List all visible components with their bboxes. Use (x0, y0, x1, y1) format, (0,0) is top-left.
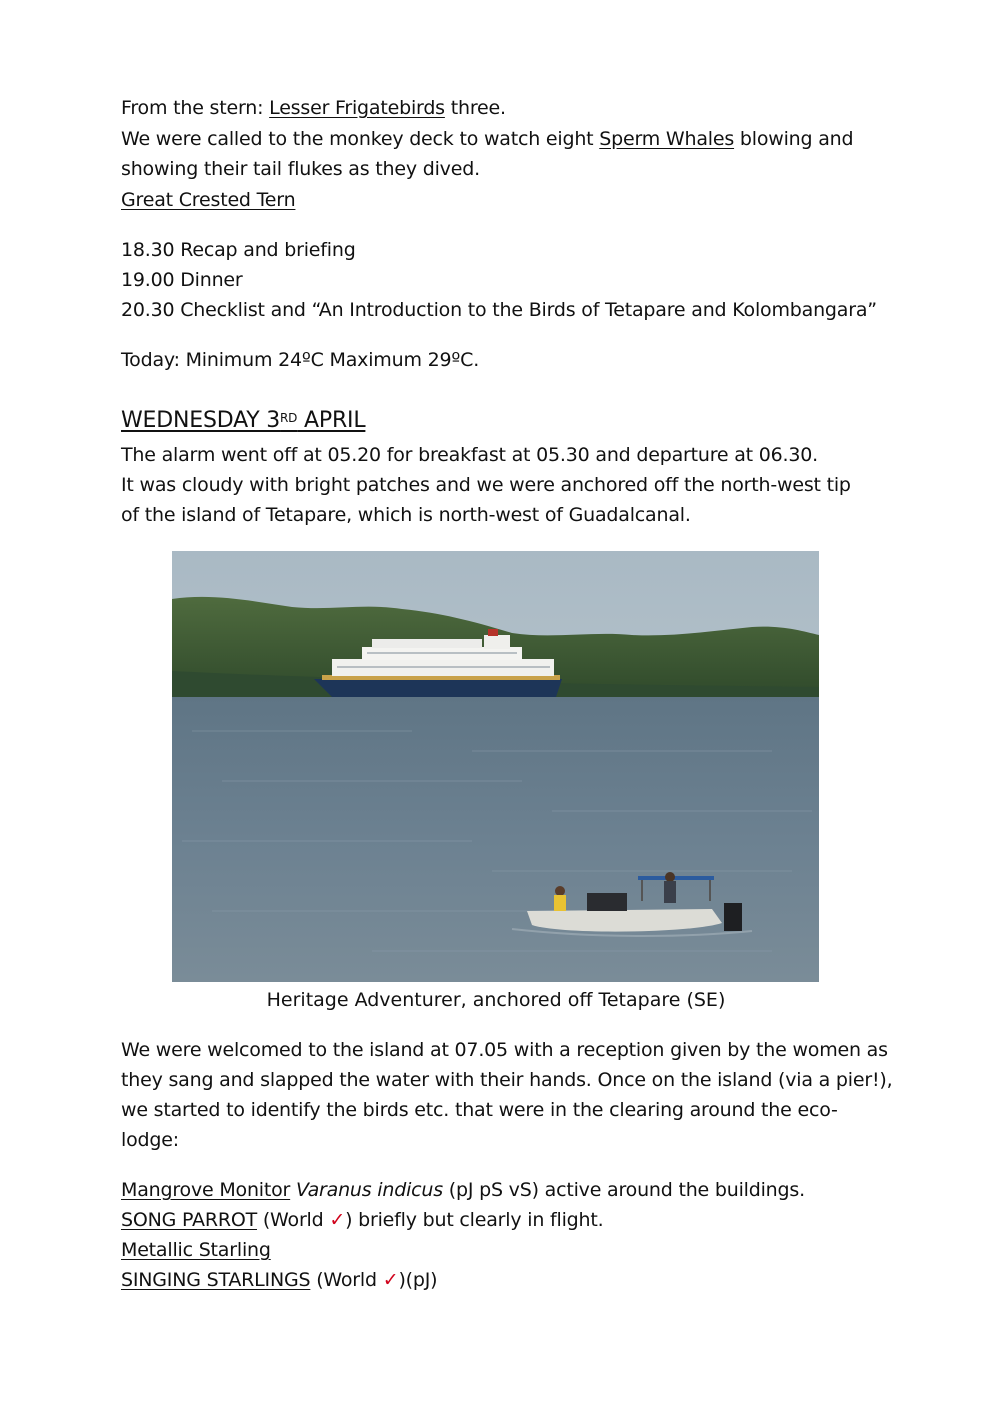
photo-caption: Heritage Adventurer, anchored off Tetapare (SE) (266, 989, 726, 1011)
whales-line-2: showing their tail flukes as they dived. (121, 158, 480, 180)
species-line-singing-starlings: SINGING STARLINGS (World ✓)(pJ) (121, 1269, 438, 1291)
whales-line: We were called to the monkey deck to watch eight Sperm Whales blowing and (121, 128, 854, 150)
day-heading: WEDNESDAY 3RD APRIL (121, 408, 366, 433)
ship-photo (172, 551, 819, 982)
paragraph-line: We were welcomed to the island at 07.05 with a reception given by the women as (121, 1039, 888, 1061)
stern-line: From the stern: Lesser Frigatebirds three. (121, 97, 506, 119)
paragraph-line: It was cloudy with bright patches and we were anchored off the north-west tip (121, 474, 851, 496)
tick-icon: ✓ (329, 1209, 346, 1231)
species-line-metallic-starling: Metallic Starling (121, 1239, 271, 1261)
paragraph-line: The alarm went off at 05.20 for breakfast at 05.30 and departure at 06.30. (121, 444, 819, 466)
paragraph-line: lodge: (121, 1129, 179, 1151)
species-lesser-frigatebirds: Lesser Frigatebirds (269, 97, 445, 119)
paragraph-line: we started to identify the birds etc. that were in the clearing around the eco- (121, 1099, 838, 1121)
weather-line: Today: Minimum 24ºC Maximum 29ºC. (121, 349, 480, 371)
paragraph-line: they sang and slapped the water with their hands. Once on the island (via a pier!), (121, 1069, 893, 1091)
schedule-item: 18.30 Recap and briefing (121, 239, 356, 261)
species-line-mangrove-monitor: Mangrove Monitor Varanus indicus (pJ pS vS) active around the buildings. (121, 1179, 805, 1201)
schedule-item: 20.30 Checklist and “An Introduction to the Birds of Tetapare and Kolombangara” (121, 299, 877, 321)
ship-photo-illustration (172, 551, 819, 982)
species-line-song-parrot: SONG PARROT (World ✓) briefly but clearly in flight. (121, 1209, 604, 1231)
schedule-item: 19.00 Dinner (121, 269, 243, 291)
paragraph-line: of the island of Tetapare, which is north-west of Guadalcanal. (121, 504, 691, 526)
species-sperm-whales: Sperm Whales (599, 128, 735, 150)
species-great-crested-tern: Great Crested Tern (121, 189, 296, 211)
tick-icon: ✓ (382, 1269, 399, 1291)
